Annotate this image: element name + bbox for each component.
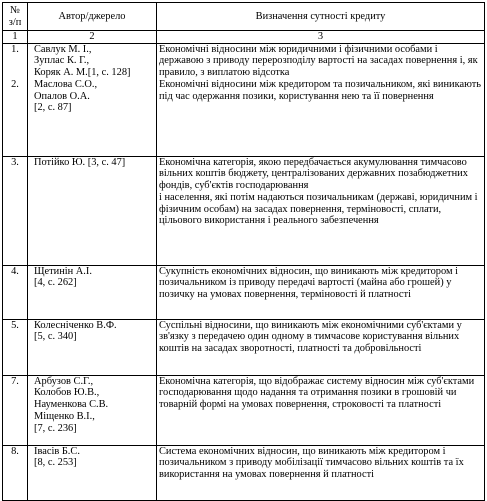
table-row — [3, 43, 485, 156]
table-row — [3, 156, 485, 265]
credit-definitions-table — [2, 2, 485, 501]
row-author: Арбузов С.Г., Колобов Ю.В., Науменкова С.В. Міщенко В.І., [7, с. 236] — [28, 375, 157, 445]
column-index-row — [3, 31, 485, 44]
row-author: Савлук М. І., Зуплас К. Г., Коряк А. М.[1, с. 128] Маслова С.О., Опалов О.А. [2, с. 87] — [28, 43, 157, 156]
header-author: Автор/джерело — [28, 3, 157, 31]
table-row — [3, 265, 485, 319]
header-definition: Визначення сутності кредиту — [157, 3, 485, 31]
row-number: 5. — [3, 319, 28, 375]
row-definition: Економічна категорія, якою передбачається акумулювання тимчасово вільних коштів бюджету, централізованих державних позабюджетних фондів, суб'єктів господарювання і населення, які потім надаються позичальникам (державі, юридичним і фізичним особам) на засадах повернення, терміновості, сплати, цільового використання і реального забезпечення — [157, 156, 485, 265]
row-definition: Суспільні відносини, що виникають між економічними суб'єктами у зв'язку з передачею один одному в тимчасове користування вільних коштів на засадах зворотності, платності та добровільності — [157, 319, 485, 375]
row-author: Щетинін А.І. [4, с. 262] — [28, 265, 157, 319]
column-index-1: 1 — [3, 31, 28, 44]
column-index-3: 3 — [157, 31, 485, 44]
column-index-2: 2 — [28, 31, 157, 44]
row-number: 1. 2. — [3, 43, 28, 156]
header-number: № з/п — [3, 3, 28, 31]
row-number: 3. — [3, 156, 28, 265]
row-author: Колесніченко В.Ф. [5, с. 340] — [28, 319, 157, 375]
row-author: Потійко Ю. [3, с. 47] — [28, 156, 157, 265]
row-definition: Економічна категорія, що відображає систему відносин між суб'єктами господарювання щодо надання та отримання позики в грошовій чи товарній формі на умовах повернення, строковості та платності — [157, 375, 485, 445]
row-definition: Економічні відносини між юридичними і фізичними особами і державою з приводу перерозподілу вартості на засадах повернення і, як правило, з виплатою відсотка Економічні відносини між кредитором та позичальником, які виникають під час одержання позики, користування нею та її повернення — [157, 43, 485, 156]
table-row — [3, 445, 485, 500]
table-row — [3, 375, 485, 445]
row-definition: Система економічних відносин, що виникають між кредитором і позичальником з приводу мобілізації тимчасово вільних коштів та їх використання на умовах повернення й платності — [157, 445, 485, 500]
row-number: 4. — [3, 265, 28, 319]
row-author: Івасів Б.С. [8, с. 253] — [28, 445, 157, 500]
header-row — [3, 3, 485, 31]
table-row — [3, 319, 485, 375]
row-definition: Сукупність економічних відносин, що виникають між кредитором і позичальником із приводу передачі вартості (майна або грошей) у позичку на умовах повернення, терміновості й платності — [157, 265, 485, 319]
row-number: 7. — [3, 375, 28, 445]
row-number: 8. — [3, 445, 28, 500]
